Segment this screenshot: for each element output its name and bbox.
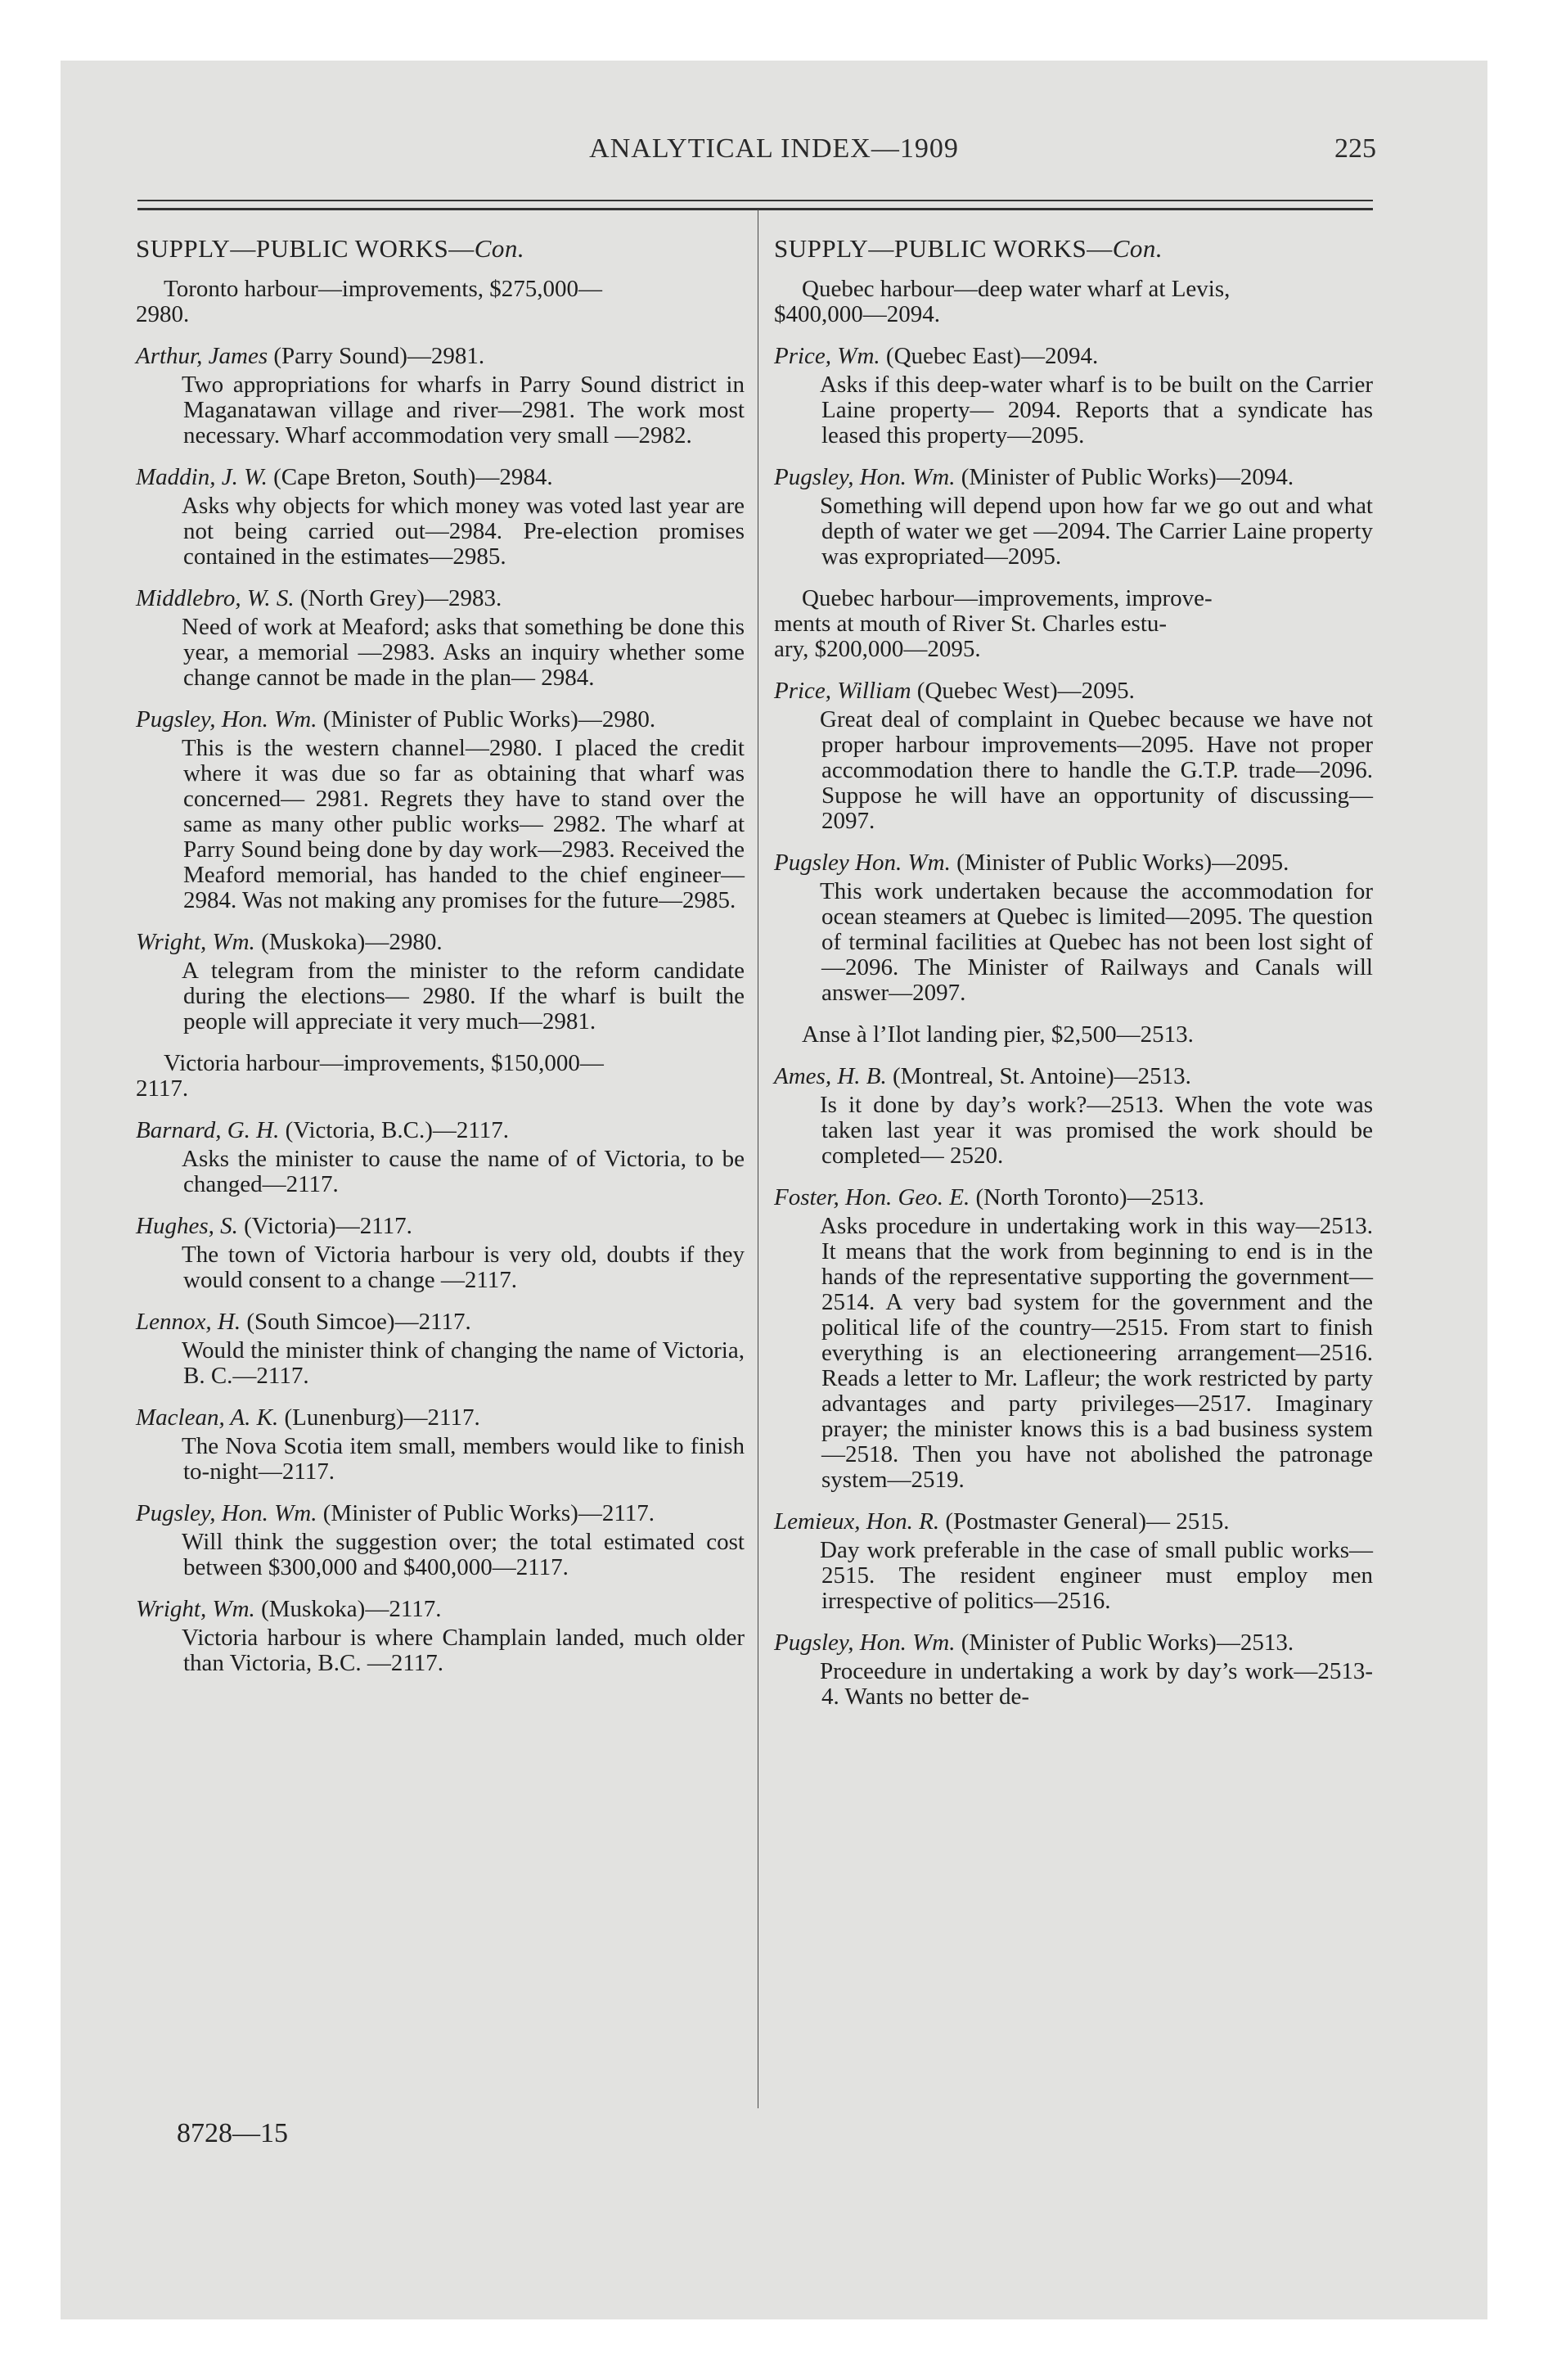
member-name: Hughes, S.	[136, 1213, 238, 1239]
header-rule-thick	[137, 208, 1373, 210]
index-entry	[774, 1630, 1373, 1710]
member-name: Pugsley Hon. Wm.	[774, 850, 951, 876]
member-name: Maddin, J. W.	[136, 464, 268, 490]
member-name: Arthur, James	[136, 343, 268, 369]
topic-heading: Victoria harbour—improvements, $150,000— 2117.	[136, 1050, 604, 1102]
index-entry	[136, 344, 745, 449]
right-column	[774, 234, 1373, 1726]
column-heading: SUPPLY—PUBLIC WORKS—Con.	[774, 234, 1163, 263]
index-entry	[136, 1597, 745, 1676]
entry-text: Great deal of complaint in Quebec because we have not proper harbour improvements—2095. Have not proper accommodation there to handle the G.T.P. trade—2096. Suppose he will have an opportunity of discussing—2097.	[820, 706, 1373, 834]
entry-text: Will think the suggestion over; the total estimated cost between $300,000 and $400,000—2117.	[182, 1529, 745, 1580]
index-entry	[136, 930, 745, 1034]
header-rule	[137, 200, 1373, 201]
constituency: (Minister of Public Works)—2513.	[961, 1629, 1294, 1656]
constituency: (Muskoka)—2117.	[261, 1596, 442, 1622]
entry-text: Proceedure in undertaking a work by day’s work—2513-4. Wants no better de-	[820, 1658, 1373, 1710]
constituency: (Quebec West)—2095.	[916, 678, 1135, 704]
entry-text: The Nova Scotia item small, members would like to finish to-night—2117.	[182, 1433, 745, 1485]
index-entry	[136, 1118, 745, 1197]
entry-text: Asks why objects for which money was voted last year are not being carried out—2984. Pre-election promises contained in the estimates—2985.	[182, 493, 745, 570]
member-name: Barnard, G. H.	[136, 1117, 280, 1143]
page-number: 225	[1334, 133, 1376, 164]
constituency: (Victoria, B.C.)—2117.	[285, 1117, 510, 1143]
index-entry	[136, 586, 745, 691]
constituency: (Lunenburg)—2117.	[284, 1404, 480, 1431]
constituency: (South Simcoe)—2117.	[246, 1309, 471, 1335]
topic-heading: Anse à l’Ilot landing pier, $2,500—2513.	[802, 1021, 1194, 1048]
page-title: ANALYTICAL INDEX—1909	[589, 133, 959, 164]
entry-text: A telegram from the minister to the reform candidate during the elections— 2980. If the wharf is built the people will appreciate it very much—2981.	[182, 958, 745, 1034]
member-name: Pugsley, Hon. Wm.	[136, 706, 317, 732]
constituency: (North Grey)—2983.	[299, 585, 502, 611]
column-heading: SUPPLY—PUBLIC WORKS—Con.	[136, 234, 525, 263]
constituency: (Muskoka)—2980.	[261, 929, 443, 955]
entry-text: Something will depend upon how far we go out and what depth of water we get —2094. The Carrier Laine property was expropriated—2095.	[820, 493, 1373, 570]
member-name: Pugsley, Hon. Wm.	[774, 464, 956, 490]
index-entry	[774, 465, 1373, 570]
entry-text: Day work preferable in the case of small public works—2515. The resident engineer must employ men irrespective of politics—2516.	[820, 1537, 1373, 1614]
index-entry	[774, 678, 1373, 834]
index-entry	[774, 850, 1373, 1006]
entry-text: Need of work at Meaford; asks that something be done this year, a memorial —2983. Asks an inquiry whether some change cannot be made in the plan— 2984.	[182, 614, 745, 691]
topic-heading: Toronto harbour—improvements, $275,000— 2980.	[136, 276, 603, 327]
member-name: Pugsley, Hon. Wm.	[774, 1629, 956, 1656]
entry-text: This is the western channel—2980. I placed the credit where it was due so far as obtaining that wharf was concerned— 2981. Regrets they have to stand over the same as many other public works— 2982. The wharf at Parry Sound being done by day work—2983. Received the Meaford memorial, has handed to the chief engineer—2984. Was not making any promises for the future—2985.	[182, 735, 745, 913]
entry-text: This work undertaken because the accommodation for ocean steamers at Quebec is limited—2095. The question of terminal facilities at Quebec has not been lost sight of—2096. The Minister of Railways and Canals will answer—2097.	[820, 878, 1373, 1006]
constituency: (Minister of Public Works)—2117.	[322, 1500, 655, 1526]
topic-heading: Quebec harbour—improvements, improve- ments at mouth of River St. Charles estu- ary, $200,000—2095.	[774, 585, 1213, 662]
constituency: (North Toronto)—2513.	[975, 1184, 1204, 1210]
constituency: (Victoria)—2117.	[244, 1213, 412, 1239]
constituency: (Quebec East)—2094.	[885, 343, 1099, 369]
constituency: (Minister of Public Works)—2095.	[956, 850, 1289, 876]
member-name: Foster, Hon. Geo. E.	[774, 1184, 970, 1210]
entry-text: Two appropriations for wharfs in Parry Sound district in Maganatawan village and river—2981. The work most necessary. Wharf accommodation very small —2982.	[182, 372, 745, 449]
constituency: (Minister of Public Works)—2094.	[961, 464, 1294, 490]
member-name: Maclean, A. K.	[136, 1404, 279, 1431]
entry-text: Would the minister think of changing the name of Victoria, B. C.—2117.	[182, 1337, 745, 1389]
index-entry	[136, 1309, 745, 1389]
constituency: (Minister of Public Works)—2980.	[322, 706, 656, 732]
index-entry	[136, 1405, 745, 1485]
member-name: Wright, Wm.	[136, 1596, 255, 1622]
index-entry	[774, 1185, 1373, 1493]
index-entry	[774, 344, 1373, 449]
entry-text: Asks procedure in undertaking work in this way—2513. It means that the work from beginning to end is in the hands of the representative supporting the government—2514. A very bad system for the government and the political life of the country—2515. From start to finish everything is an electioneering arrangement—2516. Reads a letter to Mr. Lafleur; the work restricted by party advantages and party privileges—2517. Imaginary prayer; the minister knows this is a bad business system—2518. Then you have not abolished the patronage system—2519.	[820, 1213, 1373, 1493]
constituency: (Parry Sound)—2981.	[273, 343, 485, 369]
constituency: (Montreal, St. Antoine)—2513.	[892, 1063, 1191, 1089]
member-name: Price, Wm.	[774, 343, 880, 369]
constituency: (Cape Breton, South)—2984.	[273, 464, 553, 490]
index-entry	[136, 1501, 745, 1580]
topic-heading: Quebec harbour—deep water wharf at Levis, $400,000—2094.	[774, 276, 1231, 327]
entry-text: The town of Victoria harbour is very old, doubts if they would consent to a change —2117.	[182, 1242, 745, 1293]
index-entry	[136, 1214, 745, 1293]
left-column	[136, 234, 745, 1693]
index-entry	[136, 707, 745, 913]
member-name: Ames, H. B.	[774, 1063, 887, 1089]
member-name: Pugsley, Hon. Wm.	[136, 1500, 317, 1526]
entry-text: Victoria harbour is where Champlain landed, much older than Victoria, B.C. —2117.	[182, 1625, 745, 1676]
member-name: Lennox, H.	[136, 1309, 241, 1335]
member-name: Lemieux, Hon. R.	[774, 1508, 940, 1535]
index-entry	[774, 1509, 1373, 1614]
entry-text: Asks the minister to cause the name of of Victoria, to be changed—2117.	[182, 1146, 745, 1197]
member-name: Price, William	[774, 678, 911, 704]
index-entry	[774, 1064, 1373, 1169]
entry-text: Asks if this deep-water wharf is to be built on the Carrier Laine property— 2094. Reports that a syndicate has leased this property—2095.	[820, 372, 1373, 449]
member-name: Middlebro, W. S.	[136, 585, 295, 611]
index-entry	[136, 465, 745, 570]
member-name: Wright, Wm.	[136, 929, 255, 955]
constituency: (Postmaster General)— 2515.	[945, 1508, 1230, 1535]
entry-text: Is it done by day’s work?—2513. When the vote was taken last year it was promised the work should be completed— 2520.	[820, 1092, 1373, 1169]
signature-mark: 8728—15	[177, 2118, 288, 2148]
